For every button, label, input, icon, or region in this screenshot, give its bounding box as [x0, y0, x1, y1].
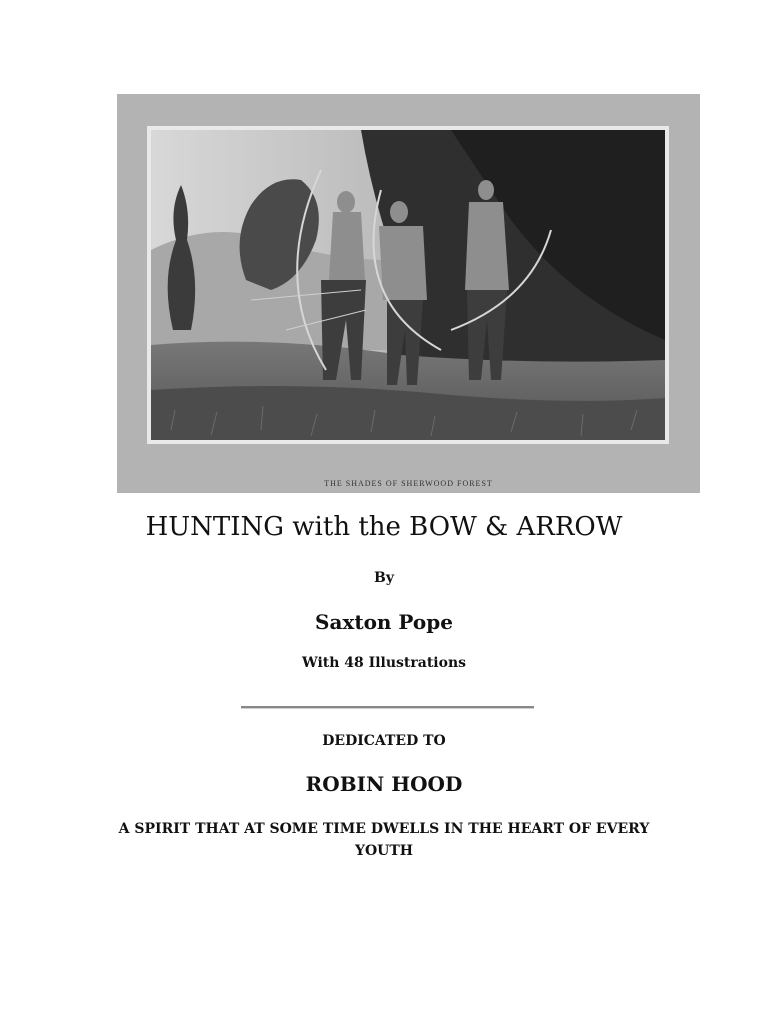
divider: [241, 706, 534, 709]
archers-in-forest-image: [151, 130, 665, 440]
author-name: Saxton Pope: [315, 610, 453, 634]
dedication-text: A SPIRIT THAT AT SOME TIME DWELLS IN THE HEART OF EVERY YOUTH: [118, 821, 650, 859]
illustrations-note: With 48 Illustrations: [301, 655, 466, 671]
book-title: HUNTING with the BOW & ARROW: [145, 512, 623, 542]
dedication-name: ROBIN HOOD: [305, 772, 463, 796]
dedication-heading: DEDICATED TO: [322, 733, 446, 749]
plate-caption: THE SHADES OF SHERWOOD FOREST: [324, 479, 493, 488]
frontispiece-photo: [147, 126, 669, 444]
frontispiece-plate: [117, 94, 700, 493]
by-line: By: [374, 570, 394, 586]
